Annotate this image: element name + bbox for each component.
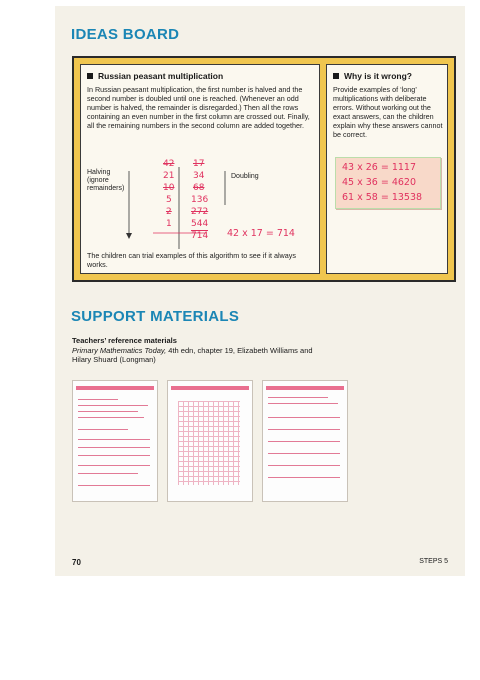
bullet-square-icon	[87, 73, 93, 79]
worksheet-thumbnail-3	[262, 380, 348, 502]
ideas-board-box	[72, 56, 456, 282]
wrong-answer-3: 61 x 58 = 13538	[342, 192, 423, 203]
result-equation: 42 x 17 = 714	[227, 228, 295, 239]
doubling-label: Doubling	[231, 173, 259, 180]
why-wrong-body: Provide examples of ‘long’ multiplications with deliberate errors. Without working out the exact answers, can the children explain why these answers cannot be correct.	[333, 85, 443, 139]
row-1-right: 17	[193, 159, 205, 169]
wrong-answer-2: 45 x 36 = 4620	[342, 177, 417, 188]
russian-footer: The children can trial examples of this algorithm to see if it always works.	[87, 251, 296, 269]
wrong-answers-card	[335, 157, 441, 209]
ideas-board-heading: IDEAS BOARD	[71, 26, 180, 43]
page-number: 70	[72, 558, 81, 567]
row-5-right: 272	[191, 207, 209, 217]
series-label: STEPS 5	[419, 558, 448, 565]
sum-value: 714	[191, 231, 209, 241]
row-4-left: 5	[166, 195, 172, 205]
russian-title: Russian peasant multiplication	[87, 71, 223, 81]
bullet-square-icon	[333, 73, 339, 79]
why-wrong-panel	[326, 64, 448, 274]
row-3-right: 68	[193, 183, 205, 193]
halving-doubling-arrows	[121, 153, 231, 253]
halving-label: Halving (ignore remainders)	[87, 169, 125, 192]
reference-text: Primary Mathematics Today, 4th edn, chapter 19, Elizabeth Williams and Hilary Shuard (Longman)	[72, 346, 313, 364]
row-2-left: 21	[163, 171, 175, 181]
row-2-right: 34	[193, 171, 205, 181]
why-wrong-title: Why is it wrong?	[333, 71, 412, 81]
row-3-left: 10	[163, 183, 175, 193]
support-materials-heading: SUPPORT MATERIALS	[71, 308, 240, 325]
row-5-left: 2	[166, 207, 172, 217]
russian-multiplication-panel	[80, 64, 320, 274]
wrong-answer-1: 43 x 26 = 1117	[342, 162, 417, 173]
row-6-left: 1	[166, 219, 172, 229]
row-1-left: 42	[163, 159, 175, 169]
worksheet-thumbnail-2	[167, 380, 253, 502]
row-4-right: 136	[191, 195, 209, 205]
row-6-right: 544	[191, 219, 209, 229]
russian-body: In Russian peasant multiplication, the first number is halved and the second number is doubled until one is reached. (Whenever an odd number is halved, the remainder is disregarded.) Then all the rows containing an even number in the first column are crossed out. Finally, all the remaining numbers in the second column are added together.	[87, 85, 310, 130]
worksheet-thumbnail-1	[72, 380, 158, 502]
document-page	[55, 6, 465, 576]
reference-heading: Teachers’ reference materials	[72, 336, 177, 345]
